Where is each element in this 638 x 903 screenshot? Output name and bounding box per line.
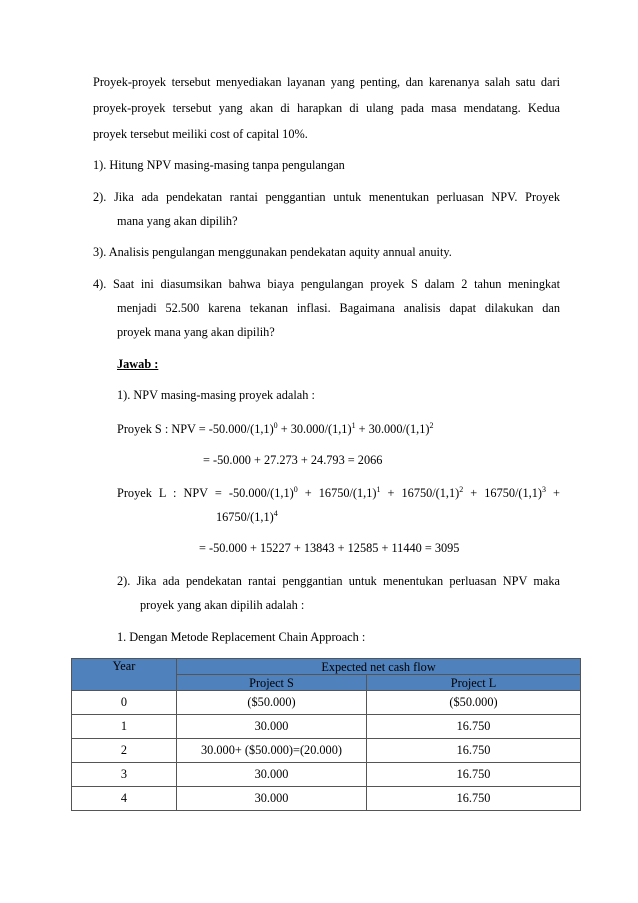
npv-s-exp-1: 1 <box>351 421 356 430</box>
cell-project-s: 30.000 <box>177 763 367 787</box>
question-4-line-3: proyek mana yang akan dipilih? <box>117 325 275 339</box>
npv-l-cont-term: 16750/(1,1) <box>216 510 274 524</box>
npv-l-continuation <box>216 510 278 525</box>
header-year: Year <box>72 659 177 691</box>
npv-l-term-2: + 16750/(1,1) <box>380 486 460 500</box>
npv-s-exp-0: 0 <box>273 421 278 430</box>
question-4-line-1: 4). Saat ini diasumsikan bahwa biaya pengulangan proyek S dalam 2 tahun meningkat <box>93 277 560 291</box>
method-label: 1. Dengan Metode Replacement Chain Approach : <box>117 630 366 644</box>
question-2-line-1: 2). Jika ada pendekatan rantai penggantian untuk menentukan perluasan NPV. Proyek <box>93 190 560 204</box>
question-2-line-2: mana yang akan dipilih? <box>117 214 238 228</box>
header-expected-cash-flow: Expected net cash flow <box>177 659 581 675</box>
cell-year: 1 <box>72 715 177 739</box>
npv-l-exp-2: 2 <box>459 485 464 494</box>
question-4-line-2: menjadi 52.500 karena tekanan inflasi. Bagaimana analisis dapat dilakukan dan <box>117 301 560 315</box>
npv-s-prefix: Proyek S : NPV = -50.000/(1,1) <box>117 422 274 436</box>
cash-flow-table <box>71 658 581 811</box>
cell-project-s: 30.000+ ($50.000)=(20.000) <box>177 739 367 763</box>
subheader-project-l: Project L <box>367 675 581 691</box>
cell-year: 3 <box>72 763 177 787</box>
question-3: 3). Analisis pengulangan menggunakan pendekatan aquity annual anuity. <box>93 245 452 259</box>
cell-year: 4 <box>72 787 177 811</box>
npv-s-term-1: + 30.000/(1,1) <box>277 422 352 436</box>
answer-heading: Jawab : <box>117 357 159 371</box>
answer-2-line-2: proyek yang akan dipilih adalah : <box>140 598 305 612</box>
table-header-row <box>72 659 581 675</box>
npv-l-exp-3: 3 <box>542 485 546 494</box>
npv-l-term-1: + 16750/(1,1) <box>297 486 377 500</box>
npv-s-formula <box>117 422 433 437</box>
intro-line-1: Proyek-proyek tersebut menyediakan layanan yang penting, dan karenanya salah satu dari <box>93 75 560 89</box>
intro-line-3: proyek tersebut meiliki cost of capital 10%. <box>93 127 308 141</box>
table-row <box>72 787 581 811</box>
npv-l-result: = -50.000 + 15227 + 13843 + 12585 + 11440 = 3095 <box>199 541 460 555</box>
cell-project-l: 16.750 <box>367 739 581 763</box>
cell-project-s: 30.000 <box>177 787 367 811</box>
table-row <box>72 763 581 787</box>
npv-s-result: = -50.000 + 27.273 + 24.793 = 2066 <box>203 453 383 467</box>
npv-l-exp-0: 0 <box>293 485 298 494</box>
npv-l-term-4: + <box>546 486 560 500</box>
npv-l-exp-4: 4 <box>273 509 278 518</box>
table-row <box>72 691 581 715</box>
npv-l-prefix: Proyek L : NPV = -50.000/(1,1) <box>117 486 294 500</box>
cell-project-s: ($50.000) <box>177 691 367 715</box>
npv-l-term-3: + 16750/(1,1) <box>463 486 542 500</box>
npv-l-exp-1: 1 <box>376 485 381 494</box>
table-row <box>72 715 581 739</box>
table-row <box>72 739 581 763</box>
subheader-project-s: Project S <box>177 675 367 691</box>
cell-year: 0 <box>72 691 177 715</box>
cell-project-l: 16.750 <box>367 715 581 739</box>
question-1: 1). Hitung NPV masing-masing tanpa pengulangan <box>93 158 345 172</box>
cell-project-s: 30.000 <box>177 715 367 739</box>
npv-s-term-2: + 30.000/(1,1) <box>355 422 430 436</box>
answer-1-label: 1). NPV masing-masing proyek adalah : <box>117 388 315 402</box>
intro-line-2: proyek-proyek tersebut yang akan di harapkan di ulang pada masa mendatang. Kedua <box>93 101 560 115</box>
answer-2-line-1: 2). Jika ada pendekatan rantai penggantian untuk menentukan perluasan NPV maka <box>117 574 560 588</box>
npv-s-exp-2: 2 <box>429 421 434 430</box>
cell-project-l: ($50.000) <box>367 691 581 715</box>
cell-year: 2 <box>72 739 177 763</box>
cell-project-l: 16.750 <box>367 787 581 811</box>
npv-l-formula <box>117 486 560 501</box>
cell-project-l: 16.750 <box>367 763 581 787</box>
